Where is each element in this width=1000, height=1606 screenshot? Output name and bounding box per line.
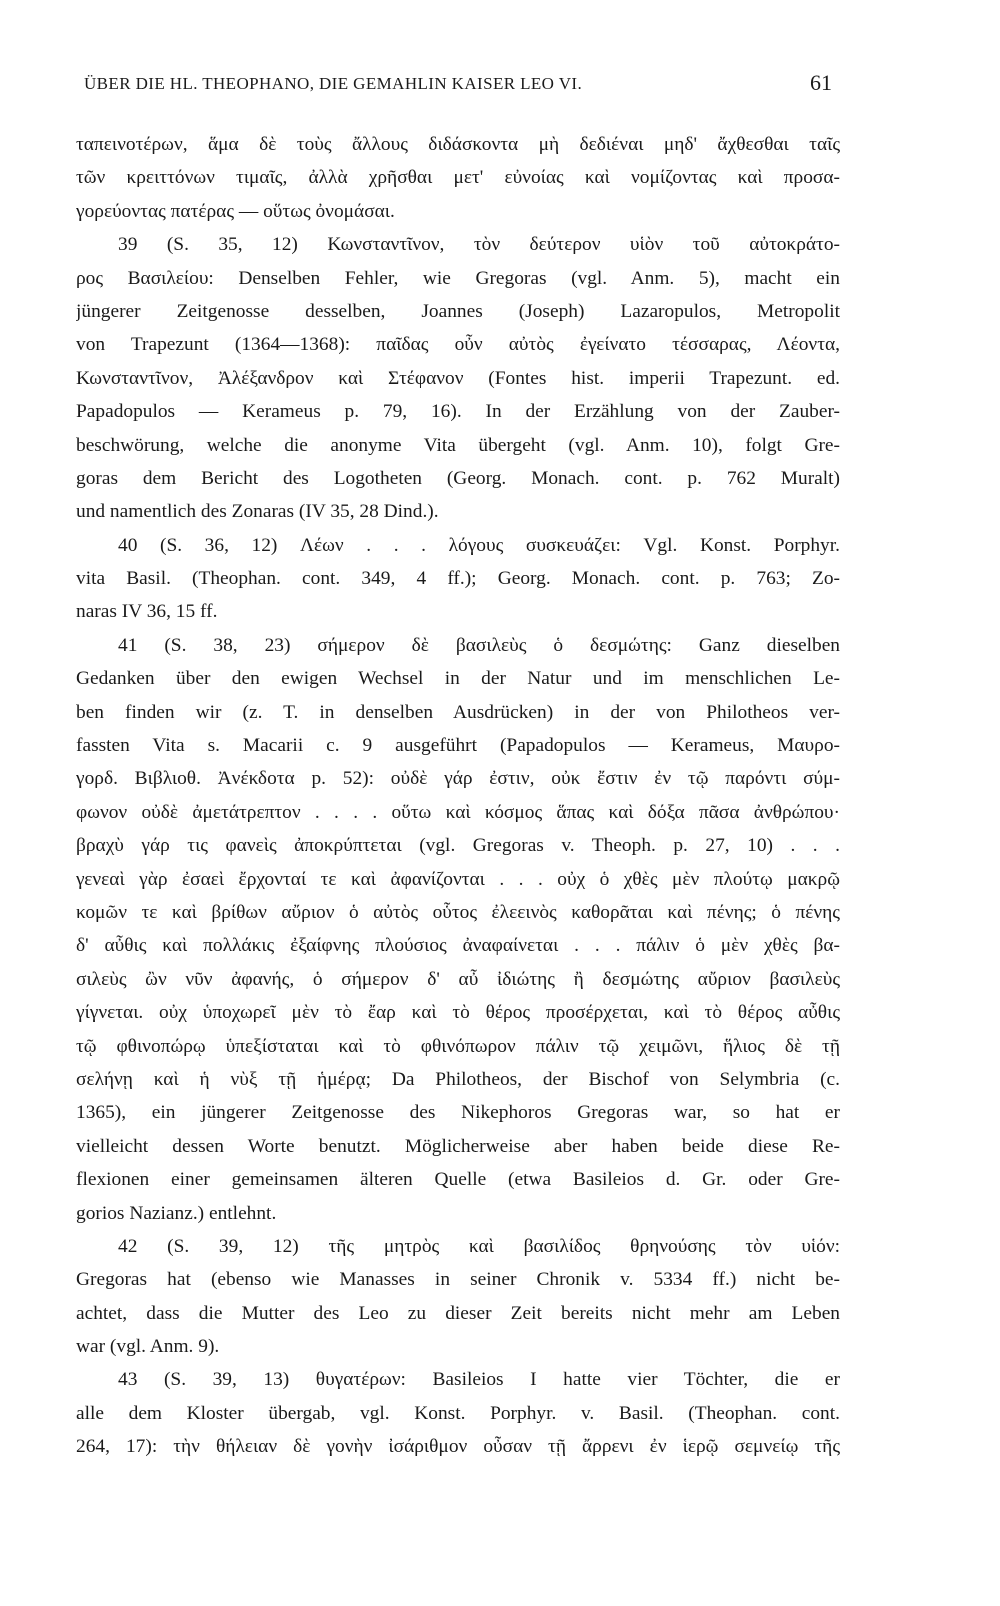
text-line: flexionen einer gemeinsamen älteren Quelle (etwa Basileios d. Gr. oder Gre- (76, 1169, 840, 1191)
text-line: βραχὺ γάρ τις φανεὶς ἀποκρύπτεται (vgl. Gregoras v. Theoph. p. 27, 10) . . . (76, 835, 840, 857)
text-line: ρος Βασιλείου: Denselben Fehler, wie Gregoras (vgl. Anm. 5), macht ein (76, 267, 840, 289)
page-header (84, 70, 832, 104)
text-line: alle dem Kloster übergab, vgl. Konst. Porphyr. v. Basil. (Theophan. cont. (76, 1402, 840, 1424)
text-line: fassten Vita s. Macarii c. 9 ausgeführt (Papadopulos — Kerameus, Μαυρο- (76, 735, 840, 757)
note-start-41: 41 (S. 38, 23) σήμερον δὲ βασιλεὺς ὁ δεσμώτης: Ganz dieselben (118, 634, 840, 656)
text-line: von Trapezunt (1364—1368): παῖδας οὖν αὐτὸς ἐγείνατο τέσσαρας, Λέοντα, (76, 334, 840, 356)
text-line: naras IV 36, 15 ff. (76, 601, 218, 623)
text-line: σελήνῃ καὶ ἡ νὺξ τῇ ἡμέρᾳ; Da Philotheos, der Bischof von Selymbria (c. (76, 1068, 840, 1090)
text-line: δ' αὖθις καὶ πολλάκις ἐξαίφνης πλούσιος ἀναφαίνεται . . . πάλιν ὁ μὲν χθὲς βα- (76, 935, 840, 957)
text-line: γορδ. Βιβλιοθ. Ἀνέκδοτα p. 52): οὐδὲ γάρ ἐστιν, οὐκ ἔστιν ἐν τῷ παρόντι σύμ- (76, 768, 840, 790)
body-text (76, 128, 840, 1464)
text-line: ben finden wir (z. T. in denselben Ausdrücken) in der von Philotheos ver- (76, 701, 840, 723)
text-line: jüngerer Zeitgenosse desselben, Joannes (Joseph) Lazaropulos, Metropolit (76, 300, 840, 322)
text-line: Gedanken über den ewigen Wechsel in der Natur und im menschlichen Le- (76, 668, 840, 690)
text-line: 1365), ein jüngerer Zeitgenosse des Nikephoros Gregoras war, so hat er (76, 1102, 840, 1124)
running-head: ÜBER DIE HL. THEOPHANO, DIE GEMAHLIN KAISER LEO VI. (84, 74, 583, 93)
text-line: φωνον οὐδὲ ἀμετάτρεπτον . . . . οὕτω καὶ κόσμος ἅπας καὶ δόξα πᾶσα ἀνθρώπου· (76, 801, 840, 823)
text-line: ταπεινοτέρων, ἅμα δὲ τοὺς ἄλλους διδάσκοντα μὴ δεδιέναι μηδ' ἄχθεσθαι ταῖς (76, 134, 840, 155)
text-line: vita Basil. (Theophan. cont. 349, 4 ff.); Georg. Monach. cont. p. 763; Zo- (76, 568, 840, 590)
page-number: 61 (810, 70, 832, 95)
text-line: und namentlich des Zonaras (IV 35, 28 Dind.). (76, 501, 439, 523)
text-line: γενεαὶ γὰρ ἐσαεὶ ἔρχονταί τε καὶ ἀφανίζονται . . . οὐχ ὁ χθὲς μὲν πλούτῳ μακρῷ (76, 868, 840, 890)
text-line: war (vgl. Anm. 9). (76, 1336, 220, 1358)
text-line: γορεύοντας πατέρας — οὕτως ὀνομάσαι. (76, 200, 395, 222)
text-line: Papadopulos — Kerameus p. 79, 16). In der Erzählung von der Zauber- (76, 401, 840, 423)
text-line: vielleicht dessen Worte benutzt. Möglicherweise aber haben beide diese Re- (76, 1135, 840, 1157)
text-line: 264, 17): τὴν θήλειαν δὲ γονὴν ἰσάριθμον οὖσαν τῇ ἄρρενι ἐν ἱερῷ σεμνείῳ τῆς (76, 1436, 840, 1458)
text-line: τῷ φθινοπώρῳ ὑπεξίσταται καὶ τὸ φθινόπωρον πάλιν τῷ χειμῶνι, ἥλιος δὲ τῇ (76, 1035, 840, 1057)
note-start-40: 40 (S. 36, 12) Λέων . . . λόγους συσκευάζει: Vgl. Konst. Porphyr. (118, 534, 840, 556)
text-line: σιλεὺς ὢν νῦν ἀφανής, ὁ σήμερον δ' αὖ ἰδιώτης ἢ δεσμώτης αὔριον βασιλεὺς (76, 968, 840, 990)
text-line: Gregoras hat (ebenso wie Manasses in seiner Chronik v. 5334 ff.) nicht be- (76, 1269, 840, 1291)
text-line: achtet, dass die Mutter des Leo zu dieser Zeit bereits nicht mehr am Leben (76, 1302, 840, 1324)
text-line: beschwörung, welche die anonyme Vita übergeht (vgl. Anm. 10), folgt Gre- (76, 434, 840, 456)
text-line: κομῶν τε καὶ βρίθων αὔριον ὁ αὐτὸς οὗτος ἐλεεινὸς καθορᾶται καὶ πένης; ὁ πένης (76, 901, 840, 923)
text-line: goras dem Bericht des Logotheten (Georg. Monach. cont. p. 762 Muralt) (76, 467, 840, 489)
text-line: gorios Nazianz.) entlehnt. (76, 1202, 277, 1224)
note-start-39: 39 (S. 35, 12) Κωνσταντῖνον, τὸν δεύτερον υἱὸν τοῦ αὐτοκράτο- (118, 234, 840, 256)
note-start-42: 42 (S. 39, 12) τῆς μητρὸς καὶ βασιλίδος θρηνούσης τὸν υἱόν: (118, 1235, 840, 1257)
text-line: τῶν κρειττόνων τιμαῖς, ἀλλὰ χρῆσθαι μετ' εὐνοίας καὶ νομίζοντας καὶ προσα- (76, 167, 840, 189)
note-start-43: 43 (S. 39, 13) θυγατέρων: Basileios I hatte vier Töchter, die er (118, 1369, 840, 1391)
text-line: Κωνσταντῖνον, Ἀλέξανδρον καὶ Στέφανον (Fontes hist. imperii Trapezunt. ed. (76, 367, 840, 389)
text-line: γίγνεται. οὐχ ὑποχωρεῖ μὲν τὸ ἔαρ καὶ τὸ θέρος προσέρχεται, καὶ τὸ θέρος αὖθις (76, 1002, 840, 1024)
